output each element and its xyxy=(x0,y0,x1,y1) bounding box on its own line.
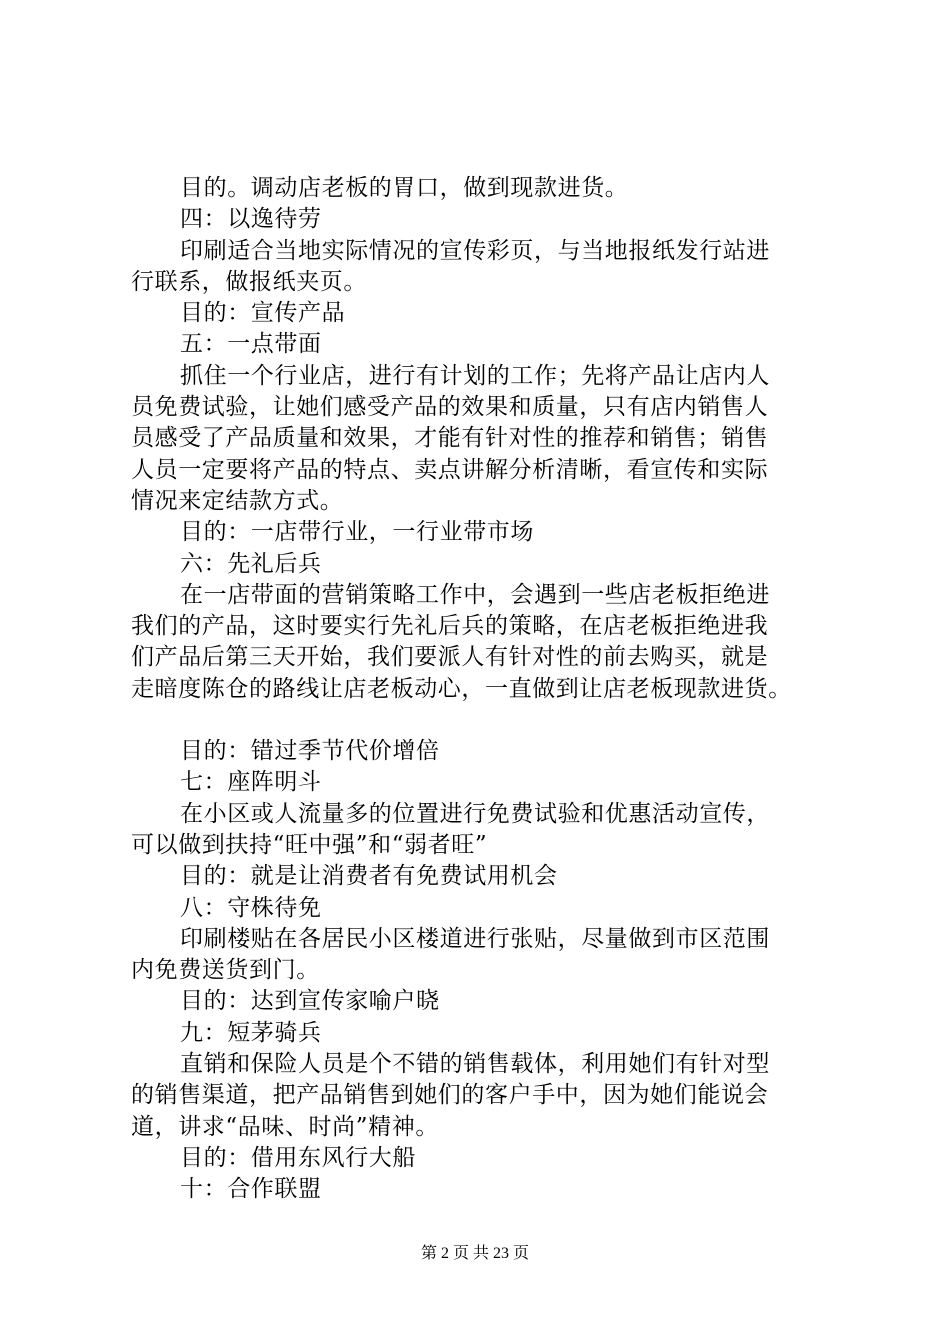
purpose-line: 目的：达到宣传家喻户晓 xyxy=(180,988,440,1015)
purpose-line: 目的：借用东风行大船 xyxy=(180,1144,416,1171)
page-number-footer: 第 2 页 共 23 页 xyxy=(420,1245,529,1262)
section-heading: 六：先礼后兵 xyxy=(180,550,322,577)
text-line: 目的。调动店老板的胃口，做到现款进货。 xyxy=(180,175,629,201)
text-line: 道，讲求“品味、时尚”精神。 xyxy=(131,1113,439,1140)
text-line: 的销售渠道，把产品销售到她们的客户手中，因为她们能说会 xyxy=(131,1082,769,1109)
text-line: 内免费送货到门。 xyxy=(131,957,320,984)
section-heading: 七：座阵明斗 xyxy=(180,769,322,796)
section-heading: 十：合作联盟 xyxy=(180,1176,322,1203)
text-line: 印刷楼贴在各居民小区楼道进行张贴，尽量做到市区范围 xyxy=(180,925,770,952)
text-line: 人员一定要将产品的特点、卖点讲解分析清晰，看宣传和实际 xyxy=(131,456,769,483)
section-heading: 四：以逸待劳 xyxy=(180,206,322,233)
text-line: 在小区或人流量多的位置进行免费试验和优惠活动宣传， xyxy=(180,800,770,827)
section-heading: 五：一点带面 xyxy=(180,331,322,358)
purpose-line: 目的：一店带行业，一行业带市场 xyxy=(180,519,534,546)
document-body xyxy=(131,173,851,1206)
text-line: 情况来定结款方式。 xyxy=(131,487,344,514)
purpose-line: 目的：就是让消费者有免费试用机会 xyxy=(180,863,558,890)
purpose-line: 目的：宣传产品 xyxy=(180,300,346,327)
text-line: 直销和保险人员是个不错的销售载体，利用她们有针对型 xyxy=(180,1051,770,1078)
text-line: 员免费试验，让她们感受产品的效果和质量，只有店内销售人 xyxy=(131,394,769,421)
purpose-line: 目的：错过季节代价增倍 xyxy=(180,738,440,765)
text-line: 行联系，做报纸夹页。 xyxy=(131,268,367,295)
text-line: 们产品后第三天开始，我们要派人有针对性的前去购买，就是 xyxy=(131,644,769,671)
text-line: 在一店带面的营销策略工作中，会遇到一些店老板拒绝进 xyxy=(180,581,770,608)
text-line: 印刷适合当地实际情况的宣传彩页，与当地报纸发行站进 xyxy=(180,237,770,264)
paragraph-gap xyxy=(131,705,851,736)
section-heading: 八：守株待免 xyxy=(180,894,322,921)
text-line: 抓住一个行业店，进行有计划的工作；先将产品让店内人 xyxy=(180,362,770,389)
text-line: 可以做到扶持“旺中强”和“弱者旺” xyxy=(131,831,488,858)
text-line: 走暗度陈仓的路线让店老板动心，一直做到让店老板现款进货。 xyxy=(131,675,792,702)
section-heading: 九：短茅骑兵 xyxy=(180,1019,322,1046)
text-line: 员感受了产品质量和效果，才能有针对性的推荐和销售；销售 xyxy=(131,425,769,452)
text-line: 我们的产品，这时要实行先礼后兵的策略，在店老板拒绝进我 xyxy=(131,613,769,640)
